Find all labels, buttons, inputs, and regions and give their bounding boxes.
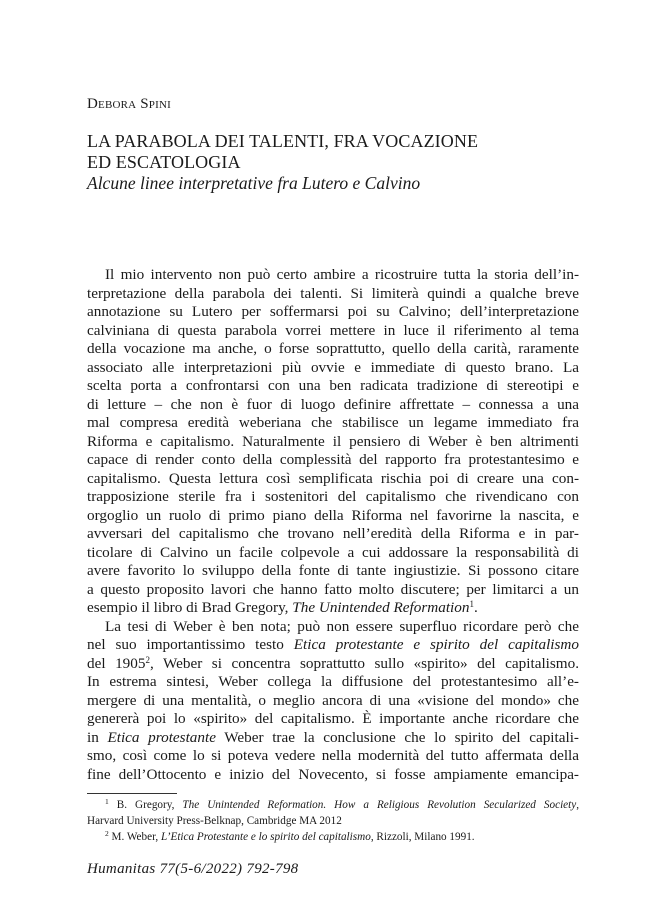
footnotes <box>87 797 579 845</box>
footnote-text: , Rizzoli, Milano 1991. <box>370 831 475 843</box>
author-name: Debora Spini <box>87 96 171 112</box>
body-line: a questo proposito lavori che hanno fatto molto discutere; per limitarci a un <box>87 580 579 598</box>
article-title-line-1: LA PARABOLA DEI TALENTI, FRA VOCAZIONE <box>87 131 479 151</box>
footnote-text: , <box>576 799 580 811</box>
body-line: avversari del capitalismo che trovano nell’eredità della Riforma e in par- <box>87 525 579 542</box>
footnote-number: 1 <box>105 797 109 806</box>
footnote-title-italic: L’Etica Protestante e lo spirito del capitalismo <box>160 831 371 843</box>
article-title-line-2: ED ESCATOLOGIA <box>87 152 241 172</box>
article-subtitle: Alcune linee interpretative fra Lutero e Calvino <box>87 173 421 193</box>
footnote-divider <box>87 793 177 794</box>
body-text-segment: . <box>473 599 478 616</box>
body-line: trapposizione sterile fra i sostenitori del capitalismo che rivendicano con <box>87 488 579 505</box>
article-title-block <box>87 131 567 194</box>
body-line: annotazione su Lutero per soffermarsi poi su Calvino; dell’interpretazione <box>87 303 579 320</box>
body-line: capace di render conto della complessità del rapporto fra protestantesimo e <box>87 451 579 468</box>
book-title-italic: The Unintended Reformation <box>292 599 470 616</box>
footnote-2 <box>87 829 579 845</box>
body-line: associato alle interpretazioni più ovvie e immediate di questo brano. La <box>87 358 579 376</box>
book-title-italic: Etica protestante <box>107 728 216 746</box>
body-line: smo, così come lo si poteva vedere nella modernità del tutto affermata della <box>87 747 579 764</box>
body-text-segment: esempio il libro di Brad Gregory, <box>87 599 293 616</box>
body-line: capitalismo. Questa lettura così semplificata rischia poi di creare una con- <box>87 469 579 487</box>
body-line <box>87 636 579 655</box>
body-line: calviniana di questa parabola vorrei mettere in luce il riferimento al tema <box>87 321 579 339</box>
book-title-italic: Etica protestante e spirito del capitalismo <box>293 636 579 653</box>
body-text-segment: Weber trae la conclusione che lo spirito del capitali- <box>215 728 579 746</box>
body-line: fine dell’Ottocento e inizio del Novecento, si fosse ampiamente emancipa- <box>87 765 579 783</box>
body-line: In estrema sintesi, Weber collega la diffusione del protestantesimo all’e- <box>87 673 579 690</box>
body-line: terpretazione della parabola dei talenti. Si limiterà quindi a qualche breve <box>87 284 579 302</box>
footnote-text: M. Weber, <box>108 831 161 843</box>
body-line: genererà poi lo «spirito» del capitalismo. È importante anche ricordare che <box>87 710 579 727</box>
body-line-paragraph-end <box>87 599 579 618</box>
journal-citation: Humanitas 77(5-6/2022) 792-798 <box>87 861 299 877</box>
footnote-reference-1[interactable]: 1 <box>469 599 474 609</box>
footnote-reference-2[interactable]: 2 <box>145 654 150 665</box>
article-body <box>87 266 579 784</box>
footnote-1-continuation: Harvard University Press-Belknap, Cambridge MA 2012 <box>87 815 342 827</box>
footnote-number: 2 <box>105 829 109 838</box>
body-line: di letture – che non è fuor di luogo definire affrettate – connessa a una <box>87 395 579 413</box>
body-line: Il mio intervento non può certo ambire a ricostruire tutta la storia dell’in- <box>105 266 579 283</box>
footnote-text: B. Gregory, <box>108 799 183 811</box>
body-line: Riforma e capitalismo. Naturalmente il pensiero di Weber è ben altrimenti <box>87 432 579 450</box>
footnote-1 <box>87 797 579 813</box>
body-line: La tesi di Weber è ben nota; può non essere superfluo ricordare però che <box>105 617 579 635</box>
body-line <box>87 655 579 674</box>
body-line: orgoglio un ruolo di primo piano della Riforma nel favorirne la nascita, e <box>87 506 579 524</box>
body-text-segment: , Weber si concentra soprattutto sullo «spirito» del capitalismo. <box>149 654 579 672</box>
body-line: mal compresa eredità weberiana che stabilisce un legame immediato fra <box>87 414 579 431</box>
body-line: avere favorito lo sviluppo della fonte di tante ingiustizie. Si possono citare <box>87 562 579 579</box>
body-line: mergere di una mentalità, o meglio ancora di una «visione del mondo» che <box>87 691 579 709</box>
footnote-title-italic: The Unintended Reformation. How a Religious Revolution Secularized Society <box>182 799 577 811</box>
body-text-segment: del 1905 <box>87 654 146 672</box>
body-text-segment: nel suo importantissimo testo <box>87 636 294 653</box>
body-line: della vocazione ma anche, o forse soprattutto, quello della carità, raramente <box>87 340 579 357</box>
body-line <box>87 729 579 748</box>
body-line: scelta porta a confrontarsi con una ben radicata tradizione di stereotipi e <box>87 377 579 394</box>
body-text-segment: in <box>87 728 108 746</box>
body-line: ticolare di Calvino un facile colpevole a cui addossare la responsabilità di <box>87 543 579 561</box>
